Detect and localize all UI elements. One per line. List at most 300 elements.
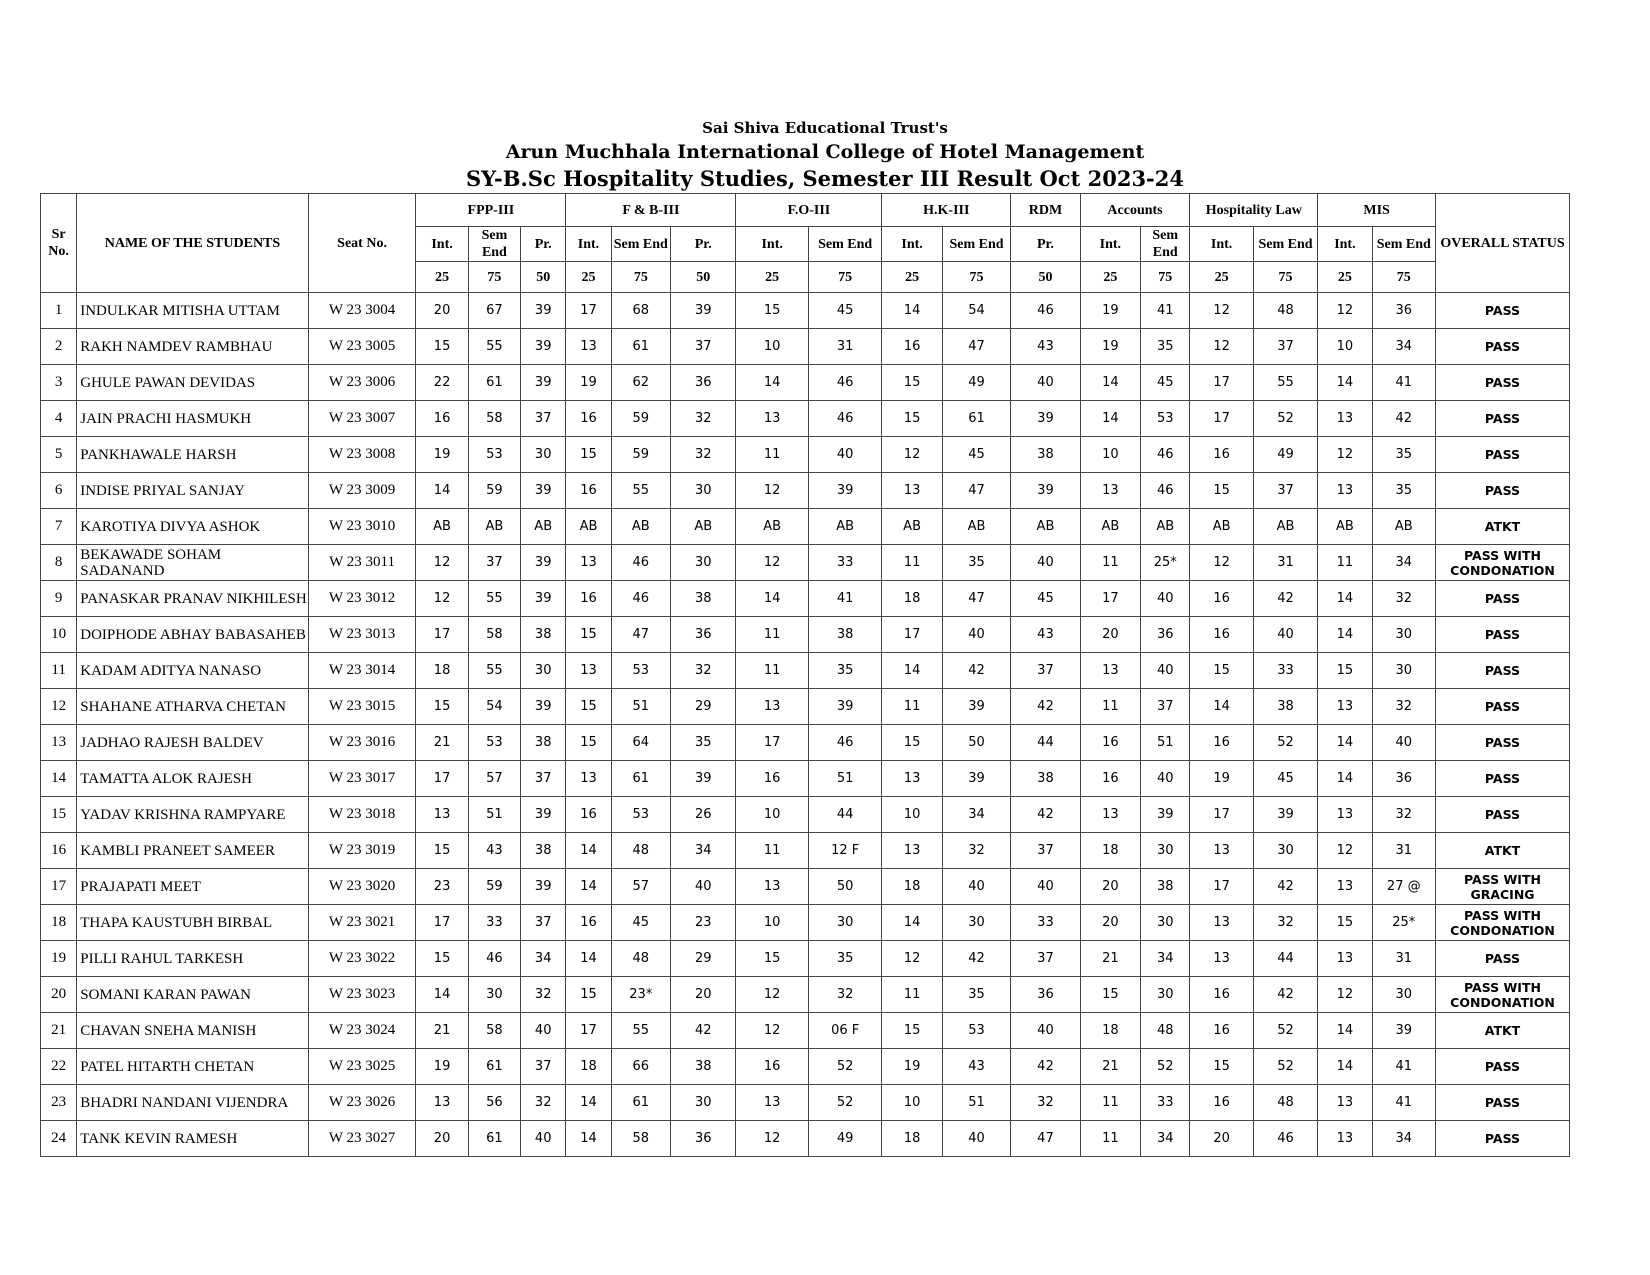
overall-status-cell: PASS	[1435, 437, 1569, 473]
mark-cell: 18	[566, 1049, 611, 1085]
mark-cell: 41	[1372, 1049, 1435, 1085]
table-row	[41, 509, 1570, 545]
mark-cell: 46	[1141, 437, 1190, 473]
mark-cell: 53	[611, 797, 670, 833]
sr-no-cell: 6	[41, 473, 77, 509]
seat-no-cell: W 23 3020	[308, 869, 416, 905]
mark-cell: 15	[566, 977, 611, 1013]
max-marks: 25	[882, 262, 942, 293]
mark-cell: 58	[468, 401, 520, 437]
mark-cell: 32	[942, 833, 1010, 869]
mark-cell: 17	[1190, 869, 1253, 905]
mark-cell: 39	[521, 293, 566, 329]
mark-cell: 19	[1080, 293, 1140, 329]
mark-cell: 36	[671, 617, 736, 653]
mark-cell: 39	[1372, 1013, 1435, 1049]
table-row	[41, 329, 1570, 365]
mark-cell: 30	[1372, 617, 1435, 653]
mark-cell: 52	[1253, 1049, 1317, 1085]
mark-cell: 12	[416, 545, 468, 581]
mark-cell: 33	[1253, 653, 1317, 689]
mark-cell: 30	[521, 437, 566, 473]
mark-cell: 17	[416, 617, 468, 653]
part-label: Int.	[1080, 227, 1140, 262]
sr-no-cell: 5	[41, 437, 77, 473]
mark-cell: 17	[566, 1013, 611, 1049]
mark-cell: 17	[1190, 797, 1253, 833]
mark-cell: 57	[611, 869, 670, 905]
max-marks: 25	[566, 262, 611, 293]
mark-cell: 39	[808, 473, 881, 509]
sr-no-cell: 12	[41, 689, 77, 725]
part-label: Int.	[736, 227, 808, 262]
mark-cell: 11	[736, 437, 808, 473]
sr-no-cell: 13	[41, 725, 77, 761]
mark-cell: 52	[1253, 725, 1317, 761]
mark-cell: 15	[882, 401, 942, 437]
mark-cell: 15	[416, 941, 468, 977]
sr-no-cell: 4	[41, 401, 77, 437]
mark-cell: 16	[882, 329, 942, 365]
mark-cell: 13	[736, 401, 808, 437]
student-name-cell: KAMBLI PRANEET SAMEER	[77, 833, 308, 869]
mark-cell: 10	[1080, 437, 1140, 473]
mark-cell: 55	[468, 653, 520, 689]
sr-no-cell: 3	[41, 365, 77, 401]
mark-cell: 30	[1372, 653, 1435, 689]
seat-no-cell: W 23 3026	[308, 1085, 416, 1121]
mark-cell: 13	[1080, 797, 1140, 833]
mark-cell: 37	[1253, 473, 1317, 509]
seat-no-header: Seat No.	[308, 194, 416, 293]
seat-no-cell: W 23 3011	[308, 545, 416, 581]
mark-cell: 13	[566, 329, 611, 365]
mark-cell: 14	[1080, 365, 1140, 401]
mark-cell: 42	[1011, 1049, 1080, 1085]
mark-cell: 46	[468, 941, 520, 977]
mark-cell: 53	[1141, 401, 1190, 437]
seat-no-cell: W 23 3009	[308, 473, 416, 509]
overall-status-cell: PASS	[1435, 1121, 1569, 1157]
mark-cell: 61	[468, 1049, 520, 1085]
mark-cell: 35	[942, 977, 1010, 1013]
mark-cell: 13	[1318, 401, 1372, 437]
mark-cell: 55	[611, 1013, 670, 1049]
mark-cell: 13	[416, 797, 468, 833]
mark-cell: 58	[468, 617, 520, 653]
max-marks: 75	[1372, 262, 1435, 293]
mark-cell: 19	[566, 365, 611, 401]
mark-cell: 13	[1318, 473, 1372, 509]
mark-cell: 31	[1372, 941, 1435, 977]
mark-cell: 37	[521, 905, 566, 941]
mark-cell: 21	[1080, 1049, 1140, 1085]
overall-status-cell: PASS	[1435, 365, 1569, 401]
overall-status-cell: PASS	[1435, 761, 1569, 797]
overall-status-cell: PASS	[1435, 617, 1569, 653]
mark-cell: 18	[1080, 833, 1140, 869]
mark-cell: 15	[736, 293, 808, 329]
mark-cell: 46	[611, 545, 670, 581]
mark-cell: 13	[882, 833, 942, 869]
mark-cell: AB	[942, 509, 1010, 545]
part-label: Sem End	[468, 227, 520, 262]
mark-cell: 37	[1253, 329, 1317, 365]
mark-cell: 32	[671, 401, 736, 437]
mark-cell: 40	[808, 437, 881, 473]
sr-no-cell: 16	[41, 833, 77, 869]
mark-cell: 44	[808, 797, 881, 833]
mark-cell: 38	[1141, 869, 1190, 905]
mark-cell: 12	[1190, 545, 1253, 581]
mark-cell: 11	[1080, 545, 1140, 581]
table-row	[41, 437, 1570, 473]
overall-status-cell: PASS WITH CONDONATION	[1435, 977, 1569, 1013]
mark-cell: 13	[1080, 653, 1140, 689]
mark-cell: 33	[1011, 905, 1080, 941]
mark-cell: AB	[1011, 509, 1080, 545]
mark-cell: 56	[468, 1085, 520, 1121]
mark-cell: 39	[521, 365, 566, 401]
mark-cell: 39	[1011, 401, 1080, 437]
max-marks: 75	[942, 262, 1010, 293]
mark-cell: 16	[566, 797, 611, 833]
table-row	[41, 725, 1570, 761]
mark-cell: 36	[1372, 761, 1435, 797]
mark-cell: 15	[1190, 653, 1253, 689]
mark-cell: 11	[1080, 1085, 1140, 1121]
table-header	[41, 194, 1570, 293]
mark-cell: 46	[611, 581, 670, 617]
mark-cell: 35	[808, 941, 881, 977]
mark-cell: 39	[521, 545, 566, 581]
overall-status-cell: ATKT	[1435, 509, 1569, 545]
mark-cell: 14	[736, 581, 808, 617]
table-row	[41, 905, 1570, 941]
mark-cell: 61	[611, 1085, 670, 1121]
mark-cell: 37	[1141, 689, 1190, 725]
mark-cell: 18	[882, 1121, 942, 1157]
mark-cell: 37	[671, 329, 736, 365]
mark-cell: 39	[1253, 797, 1317, 833]
mark-cell: 49	[942, 365, 1010, 401]
student-name-cell: PATEL HITARTH CHETAN	[77, 1049, 308, 1085]
mark-cell: 15	[566, 689, 611, 725]
max-marks: 75	[808, 262, 881, 293]
mark-cell: 16	[566, 905, 611, 941]
mark-cell: 16	[1190, 437, 1253, 473]
mark-cell: 45	[611, 905, 670, 941]
mark-cell: 12	[882, 941, 942, 977]
mark-cell: 12	[736, 1013, 808, 1049]
mark-cell: 12	[882, 437, 942, 473]
mark-cell: 37	[521, 401, 566, 437]
table-row	[41, 941, 1570, 977]
overall-status-cell: PASS	[1435, 797, 1569, 833]
overall-status-cell: PASS	[1435, 725, 1569, 761]
mark-cell: 14	[1080, 401, 1140, 437]
mark-cell: 19	[416, 437, 468, 473]
mark-cell: 68	[611, 293, 670, 329]
mark-cell: 11	[882, 977, 942, 1013]
sr-no-cell: 19	[41, 941, 77, 977]
mark-cell: 61	[611, 329, 670, 365]
sr-no-cell: 17	[41, 869, 77, 905]
mark-cell: 12	[1318, 833, 1372, 869]
student-name-cell: CHAVAN SNEHA MANISH	[77, 1013, 308, 1049]
seat-no-cell: W 23 3016	[308, 725, 416, 761]
mark-cell: 59	[611, 437, 670, 473]
mark-cell: 11	[1318, 545, 1372, 581]
mark-cell: AB	[1190, 509, 1253, 545]
seat-no-cell: W 23 3027	[308, 1121, 416, 1157]
mark-cell: 11	[736, 653, 808, 689]
table-row	[41, 365, 1570, 401]
mark-cell: 11	[1080, 689, 1140, 725]
mark-cell: 14	[1318, 1049, 1372, 1085]
mark-cell: 30	[521, 653, 566, 689]
mark-cell: 21	[1080, 941, 1140, 977]
mark-cell: 14	[1318, 365, 1372, 401]
mark-cell: 25*	[1141, 545, 1190, 581]
mark-cell: 52	[1253, 401, 1317, 437]
student-name-cell: SHAHANE ATHARVA CHETAN	[77, 689, 308, 725]
mark-cell: 17	[882, 617, 942, 653]
mark-cell: 16	[736, 761, 808, 797]
overall-status-cell: PASS WITH CONDONATION	[1435, 545, 1569, 581]
sr-no-cell: 23	[41, 1085, 77, 1121]
mark-cell: 20	[416, 1121, 468, 1157]
mark-cell: 34	[671, 833, 736, 869]
mark-cell: 15	[1318, 653, 1372, 689]
sr-no-cell: 11	[41, 653, 77, 689]
trust-name: Sai Shiva Educational Trust's	[702, 119, 948, 137]
seat-no-cell: W 23 3007	[308, 401, 416, 437]
mark-cell: 40	[942, 617, 1010, 653]
mark-cell: 35	[942, 545, 1010, 581]
mark-cell: 15	[566, 725, 611, 761]
mark-cell: 41	[808, 581, 881, 617]
mark-cell: 34	[942, 797, 1010, 833]
table-row	[41, 797, 1570, 833]
mark-cell: 61	[611, 761, 670, 797]
student-name-cell: PRAJAPATI MEET	[77, 869, 308, 905]
mark-cell: AB	[1080, 509, 1140, 545]
max-marks: 50	[521, 262, 566, 293]
seat-no-cell: W 23 3008	[308, 437, 416, 473]
overall-status-cell: PASS	[1435, 473, 1569, 509]
mark-cell: AB	[808, 509, 881, 545]
mark-cell: 55	[611, 473, 670, 509]
mark-cell: 49	[1253, 437, 1317, 473]
mark-cell: 30	[671, 473, 736, 509]
mark-cell: 16	[416, 401, 468, 437]
mark-cell: 20	[1190, 1121, 1253, 1157]
overall-status-cell: PASS	[1435, 653, 1569, 689]
table-row	[41, 293, 1570, 329]
subject-header-mis: MIS	[1318, 194, 1436, 227]
mark-cell: 13	[1318, 1121, 1372, 1157]
mark-cell: 32	[1011, 1085, 1080, 1121]
mark-cell: 34	[1141, 941, 1190, 977]
mark-cell: 53	[942, 1013, 1010, 1049]
mark-cell: 13	[1190, 941, 1253, 977]
mark-cell: AB	[1253, 509, 1317, 545]
mark-cell: 17	[1190, 401, 1253, 437]
mark-cell: 37	[1011, 653, 1080, 689]
mark-cell: AB	[882, 509, 942, 545]
mark-cell: 39	[808, 689, 881, 725]
mark-cell: 19	[882, 1049, 942, 1085]
subject-header-hospitality-law: Hospitality Law	[1190, 194, 1318, 227]
mark-cell: 35	[1141, 329, 1190, 365]
mark-cell: 46	[1141, 473, 1190, 509]
mark-cell: 19	[416, 1049, 468, 1085]
mark-cell: 14	[1318, 761, 1372, 797]
mark-cell: 25*	[1372, 905, 1435, 941]
mark-cell: 32	[1372, 581, 1435, 617]
mark-cell: 30	[942, 905, 1010, 941]
mark-cell: 15	[882, 365, 942, 401]
mark-cell: 36	[671, 365, 736, 401]
mark-cell: 16	[566, 581, 611, 617]
mark-cell: 50	[808, 869, 881, 905]
mark-cell: 47	[611, 617, 670, 653]
mark-cell: 45	[1011, 581, 1080, 617]
mark-cell: 29	[671, 941, 736, 977]
table-row	[41, 689, 1570, 725]
mark-cell: 06 F	[808, 1013, 881, 1049]
mark-cell: 21	[416, 725, 468, 761]
mark-cell: 40	[942, 1121, 1010, 1157]
mark-cell: 38	[521, 617, 566, 653]
mark-cell: 20	[1080, 617, 1140, 653]
mark-cell: 12	[736, 1121, 808, 1157]
student-name-cell: BEKAWADE SOHAM SADANAND	[77, 545, 308, 581]
sr-no-cell: 20	[41, 977, 77, 1013]
mark-cell: 39	[521, 581, 566, 617]
overall-status-cell: PASS	[1435, 689, 1569, 725]
sr-no-header: Sr No.	[41, 194, 77, 293]
mark-cell: 30	[1141, 833, 1190, 869]
sr-no-cell: 14	[41, 761, 77, 797]
mark-cell: 15	[736, 941, 808, 977]
student-name-cell: TAMATTA ALOK RAJESH	[77, 761, 308, 797]
mark-cell: 42	[1253, 977, 1317, 1013]
mark-cell: 10	[736, 797, 808, 833]
part-label: Sem End	[1372, 227, 1435, 262]
mark-cell: 48	[1141, 1013, 1190, 1049]
max-marks: 75	[1253, 262, 1317, 293]
overall-status-header: OVERALL STATUS	[1435, 194, 1569, 293]
sr-no-cell: 7	[41, 509, 77, 545]
table-row	[41, 617, 1570, 653]
mark-cell: 14	[416, 473, 468, 509]
seat-no-cell: W 23 3017	[308, 761, 416, 797]
mark-cell: 16	[566, 473, 611, 509]
student-name-cell: PANKHAWALE HARSH	[77, 437, 308, 473]
mark-cell: 38	[671, 581, 736, 617]
mark-cell: 48	[1253, 293, 1317, 329]
student-name-cell: YADAV KRISHNA RAMPYARE	[77, 797, 308, 833]
mark-cell: 40	[1011, 365, 1080, 401]
mark-cell: 17	[566, 293, 611, 329]
sr-no-cell: 9	[41, 581, 77, 617]
table-row	[41, 473, 1570, 509]
mark-cell: 38	[521, 833, 566, 869]
seat-no-cell: W 23 3018	[308, 797, 416, 833]
mark-cell: AB	[1372, 509, 1435, 545]
part-label: Int.	[566, 227, 611, 262]
mark-cell: 11	[736, 833, 808, 869]
mark-cell: 42	[1011, 689, 1080, 725]
mark-cell: 43	[1011, 617, 1080, 653]
mark-cell: 10	[882, 1085, 942, 1121]
mark-cell: 52	[808, 1085, 881, 1121]
student-name-header: NAME OF THE STUDENTS	[77, 194, 308, 293]
seat-no-cell: W 23 3012	[308, 581, 416, 617]
mark-cell: 30	[1372, 977, 1435, 1013]
mark-cell: 34	[1372, 1121, 1435, 1157]
mark-cell: 40	[521, 1013, 566, 1049]
mark-cell: 49	[808, 1121, 881, 1157]
max-marks: 25	[1190, 262, 1253, 293]
mark-cell: 34	[1372, 329, 1435, 365]
mark-cell: 41	[1372, 1085, 1435, 1121]
mark-cell: 32	[1253, 905, 1317, 941]
mark-cell: 14	[416, 977, 468, 1013]
mark-cell: 20	[1080, 905, 1140, 941]
mark-cell: 18	[882, 581, 942, 617]
sr-no-cell: 18	[41, 905, 77, 941]
mark-cell: 34	[521, 941, 566, 977]
mark-cell: 16	[1080, 725, 1140, 761]
mark-cell: 30	[1253, 833, 1317, 869]
mark-cell: 37	[1011, 941, 1080, 977]
mark-cell: 17	[1190, 365, 1253, 401]
student-name-cell: INDISE PRIYAL SANJAY	[77, 473, 308, 509]
mark-cell: 13	[1190, 905, 1253, 941]
mark-cell: 10	[882, 797, 942, 833]
sr-no-cell: 10	[41, 617, 77, 653]
mark-cell: 42	[671, 1013, 736, 1049]
mark-cell: 12	[416, 581, 468, 617]
max-marks: 75	[611, 262, 670, 293]
overall-status-cell: ATKT	[1435, 833, 1569, 869]
mark-cell: 21	[416, 1013, 468, 1049]
student-name-cell: RAKH NAMDEV RAMBHAU	[77, 329, 308, 365]
mark-cell: 15	[1190, 1049, 1253, 1085]
subject-header-hk: H.K-III	[882, 194, 1011, 227]
mark-cell: 15	[882, 1013, 942, 1049]
mark-cell: 61	[468, 1121, 520, 1157]
mark-cell: 48	[1253, 1085, 1317, 1121]
mark-cell: 51	[808, 761, 881, 797]
mark-cell: 40	[1372, 725, 1435, 761]
mark-cell: 43	[1011, 329, 1080, 365]
mark-cell: 13	[566, 761, 611, 797]
part-label: Sem End	[942, 227, 1010, 262]
sr-no-cell: 21	[41, 1013, 77, 1049]
student-name-cell: PANASKAR PRANAV NIKHILESH	[77, 581, 308, 617]
mark-cell: 37	[521, 1049, 566, 1085]
mark-cell: 11	[882, 545, 942, 581]
mark-cell: 12	[736, 473, 808, 509]
part-label: Pr.	[521, 227, 566, 262]
overall-status-cell: PASS	[1435, 941, 1569, 977]
mark-cell: 64	[611, 725, 670, 761]
mark-cell: 11	[736, 617, 808, 653]
